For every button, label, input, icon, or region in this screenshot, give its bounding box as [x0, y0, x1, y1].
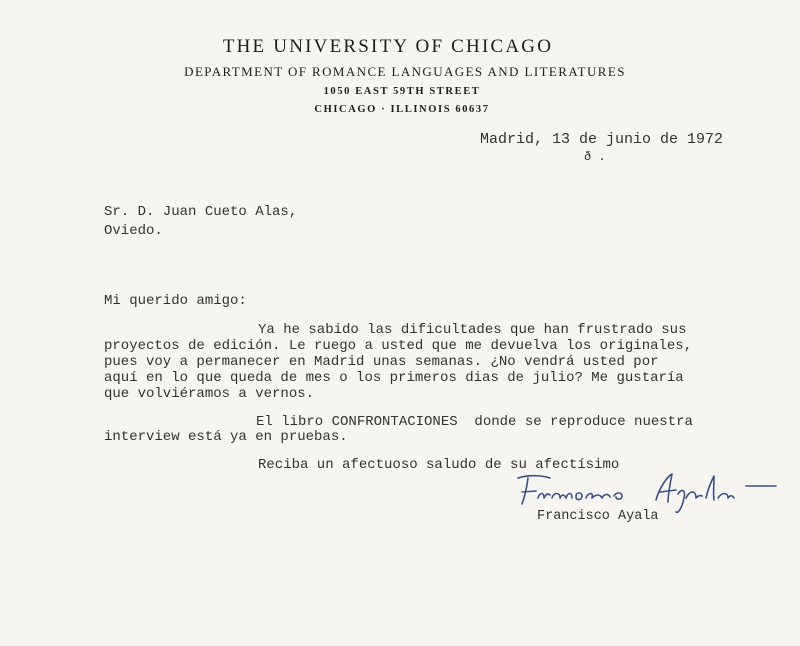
body-line: Ya he sabido las dificultades que han frustrado sus — [258, 322, 687, 338]
typed-signature-name: Francisco Ayala — [537, 509, 659, 524]
body-line: El libro CONFRONTACIONES donde se reproduce nuestra — [256, 414, 693, 430]
letterhead-university: THE UNIVERSITY OF CHICAGO — [222, 36, 554, 57]
body-line: aquí en lo que queda de mes o los primeros dias de julio? Me gustaría — [104, 370, 684, 386]
greeting: Mi querido amigo: — [104, 293, 247, 309]
recipient-city: Oviedo. — [104, 223, 163, 239]
body-line: proyectos de edición. Le ruego a usted que me devuelva los originales, — [104, 338, 693, 354]
letterhead-city: CHICAGO · ILLINOIS 60637 — [314, 104, 490, 115]
body-line: interview está ya en pruebas. — [104, 429, 348, 445]
letterhead-street: 1050 EAST 59TH STREET — [323, 86, 481, 97]
body-line: pues voy a permanecer en Madrid unas semanas. ¿No vendrá usted por — [104, 354, 659, 370]
letterhead-department: DEPARTMENT OF ROMANCE LANGUAGES AND LITERATURES — [184, 64, 626, 79]
closing-line: Reciba un afectuoso saludo de su afectísimo — [258, 457, 620, 473]
body-line: que volviéramos a vernos. — [104, 386, 315, 402]
letter-date: Madrid, 13 de junio de 1972 — [480, 131, 724, 148]
handwritten-mark: ð . — [584, 150, 606, 164]
recipient-name: Sr. D. Juan Cueto Alas, — [104, 204, 298, 220]
